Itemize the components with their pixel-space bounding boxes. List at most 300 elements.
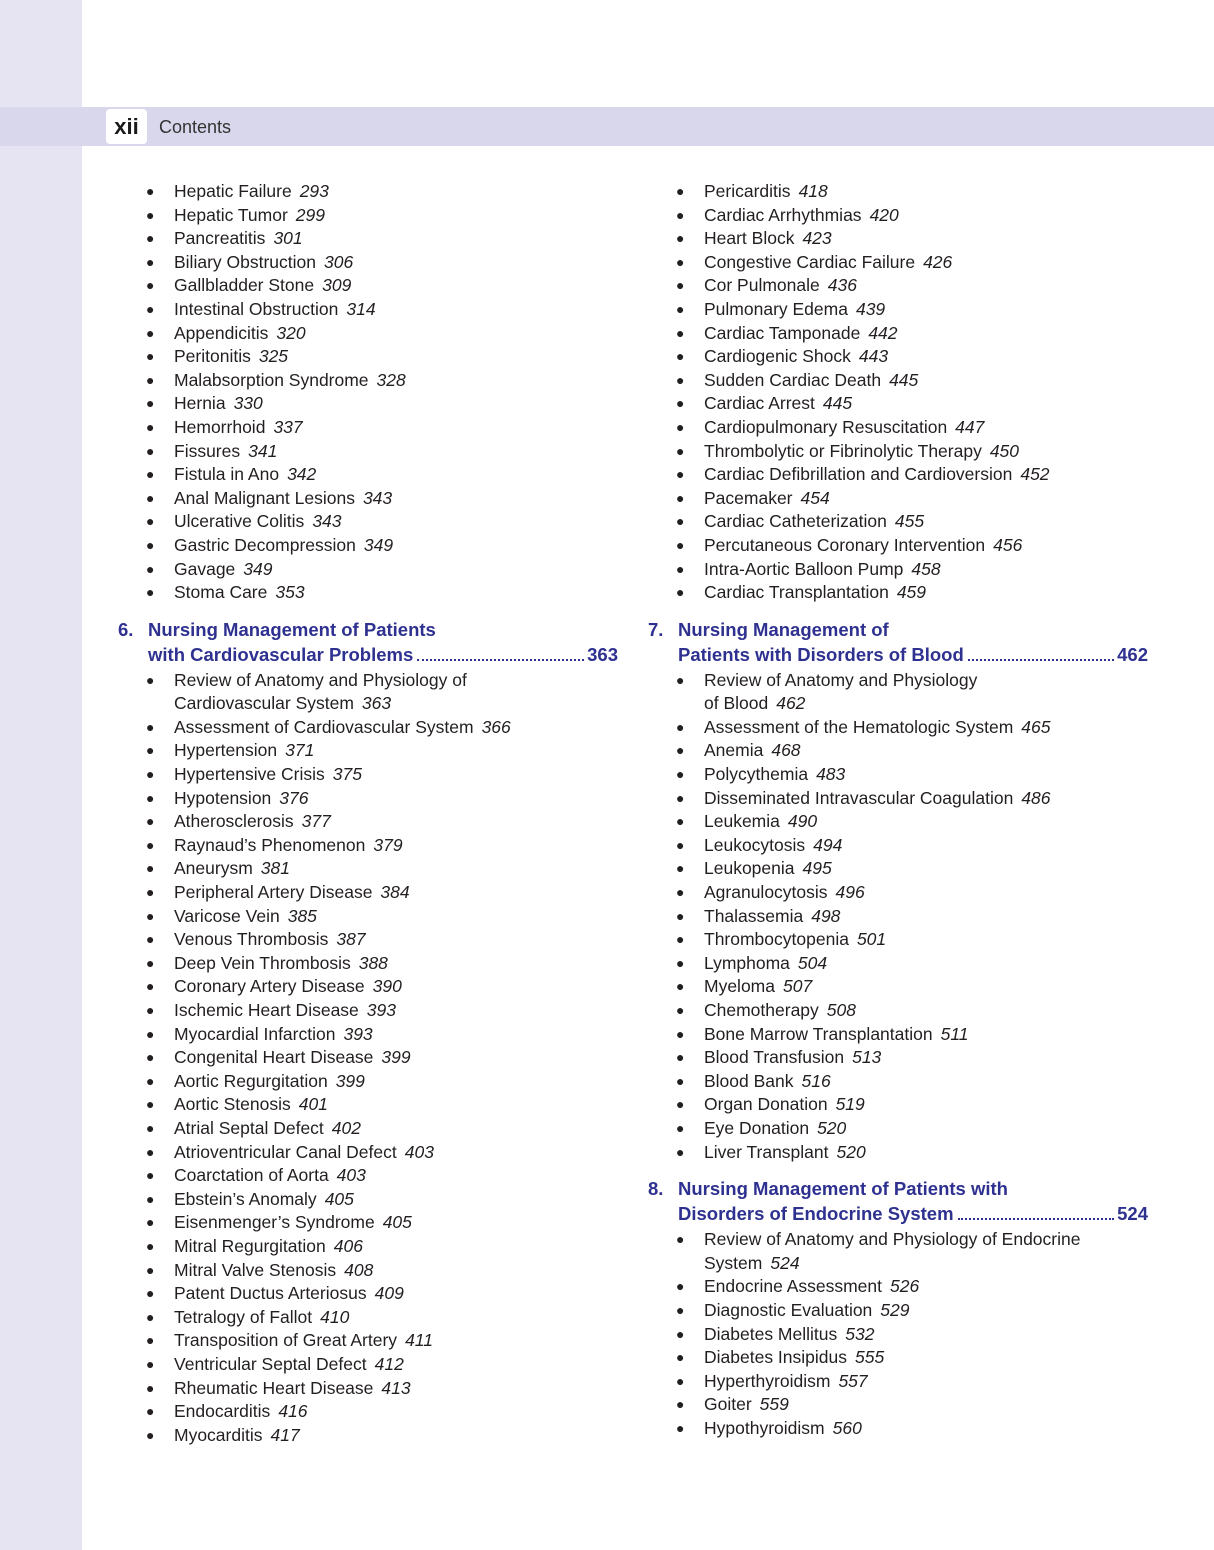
bullet-icon: ● [146,300,155,317]
toc-entry[interactable] [648,369,1148,393]
entry-page-number: 557 [838,1370,868,1391]
bullet-icon: ● [676,442,685,459]
bullet-icon: ● [146,253,155,270]
entry-page-number: 516 [801,1070,831,1091]
bullet-icon: ● [676,183,685,199]
bullet-icon: ● [676,718,685,735]
toc-entry[interactable] [648,1141,1148,1165]
chapter-page-number: 462 [1117,643,1148,665]
bullet-icon: ● [676,742,685,759]
entry-title: Eisenmenger’s Syndrome [174,1212,375,1233]
toc-entry[interactable] [118,416,618,440]
entry-page-number: 450 [989,440,1020,461]
toc-list [648,180,1148,605]
chapter-number: 8. [648,1178,664,1200]
toc-entry[interactable] [648,857,1148,881]
toc-entry[interactable] [118,1282,618,1306]
bullet-icon: ● [146,1096,155,1113]
bullet-icon: ● [676,1301,685,1318]
toc-entry[interactable] [118,1400,618,1424]
bullet-icon: ● [676,418,685,435]
entry-page-number: 465 [1021,716,1051,737]
bullet-icon: ● [676,1025,685,1042]
toc-entry[interactable] [648,487,1148,511]
toc-entry[interactable] [648,763,1148,787]
bullet-icon: ● [146,513,155,530]
chapter-title-line2-row [148,642,618,667]
entry-page-number: 371 [285,740,315,761]
entry-title: Endocarditis [174,1401,271,1422]
entry-page-number: 456 [993,534,1023,555]
bullet-icon: ● [146,1355,155,1372]
bullet-icon: ● [676,1096,685,1113]
dot-leader [968,659,1114,661]
entry-page-number: 330 [233,393,263,414]
bullet-icon: ● [676,1002,685,1018]
toc-entry[interactable] [118,763,618,787]
entry-page-number: 447 [955,416,985,437]
entry-title: Cardiac Tamponade [704,322,861,343]
toc-entry[interactable] [648,1323,1148,1347]
entry-page-number: 501 [856,929,887,950]
toc-entry[interactable] [118,881,618,905]
toc-entry[interactable] [118,1377,618,1401]
entry-title: Thrombocytopenia [704,929,849,950]
entry-title: Diabetes Mellitus [704,1323,838,1344]
chapter-title-line2: Disorders of Endocrine System [678,1203,954,1225]
entry-title: Pancreatitis [174,228,266,249]
bullet-icon: ● [676,931,685,948]
entry-title: Ventricular Septal Defect [174,1353,367,1374]
toc-entry[interactable] [648,416,1148,440]
toc-entry[interactable] [648,581,1148,605]
entry-title: Stoma Care [174,582,268,603]
toc-entry[interactable] [118,463,618,487]
toc-entry[interactable] [648,510,1148,534]
entry-page-number: 405 [382,1212,412,1233]
toc-entry[interactable] [118,392,618,416]
entry-page-number: 508 [826,1000,856,1020]
toc-entry[interactable] [648,1023,1148,1047]
toc-entry[interactable] [648,180,1148,204]
toc-entry[interactable] [648,1070,1148,1094]
entry-title: Anal Malignant Lesions [174,487,355,508]
toc-entry[interactable] [648,928,1148,952]
toc-entry[interactable] [118,227,618,251]
toc-entry[interactable] [118,1070,618,1094]
entry-title: Cardiac Defibrillation and Cardioversion [704,464,1013,485]
bullet-icon: ● [146,978,155,995]
toc-entry[interactable] [648,204,1148,228]
chapter-title-line2: Patients with Disorders of Blood [678,643,964,665]
entry-page-number: 403 [336,1165,366,1186]
toc-entry[interactable] [648,810,1148,834]
entry-title: Cor Pulmonale [704,275,820,296]
running-head: Contents [159,117,232,137]
bullet-icon: ● [676,836,685,853]
bullet-icon: ● [146,536,155,553]
entry-page-number: 416 [278,1401,308,1422]
toc-entry[interactable] [648,251,1148,275]
entry-title: Cardiogenic Shock [704,346,851,367]
toc-entry[interactable] [118,369,618,393]
entry-title: Chemotherapy [704,1000,819,1020]
bullet-icon: ● [146,1214,155,1231]
bullet-icon: ● [676,371,685,388]
entry-page-number: 418 [798,181,828,201]
toc-entry[interactable] [118,345,618,369]
toc-entry[interactable] [118,1306,618,1330]
entry-title: Hepatic Failure [174,181,292,201]
entry-title: Thrombolytic or Fibrinolytic Therapy [704,440,982,461]
bullet-icon: ● [676,348,685,365]
toc-entry[interactable] [648,298,1148,322]
toc-entry[interactable] [648,834,1148,858]
bullet-icon: ● [146,442,155,459]
chapter-title-line1: Nursing Management of [678,618,889,640]
page-margin-band [0,0,82,1550]
entry-page-number: 420 [869,204,899,225]
entry-page-number: 458 [911,558,941,579]
toc-entry[interactable] [118,1093,618,1117]
toc-entry[interactable] [118,1329,618,1353]
entry-page-number: 490 [787,811,818,832]
bullet-icon: ● [146,1190,155,1207]
entry-page-number: 483 [816,764,846,785]
bullet-icon: ● [146,371,155,388]
chapter-page-number: 363 [587,643,618,665]
bullet-icon: ● [676,789,685,806]
chapter-title-line2-row [678,1201,1148,1226]
entry-page-number: 410 [320,1306,350,1327]
toc-entry[interactable] [648,1346,1148,1370]
toc-entry[interactable] [648,1093,1148,1117]
toc-entry[interactable] [118,1023,618,1047]
entry-page-number: 381 [260,858,290,879]
entry-title: Hypertension [174,740,278,761]
entry-page-number: 486 [1021,787,1051,808]
toc-entry[interactable] [118,487,618,511]
bullet-icon: ● [676,1143,685,1160]
entry-title: Blood Transfusion [704,1047,845,1068]
toc-entry[interactable] [648,1275,1148,1299]
bullet-icon: ● [146,1285,155,1302]
toc-entry[interactable] [648,274,1148,298]
toc-entry[interactable] [648,1393,1148,1417]
toc-entry[interactable] [648,787,1148,811]
bullet-icon: ● [676,671,685,688]
entry-title: Congenital Heart Disease [174,1047,374,1068]
entry-title: Intestinal Obstruction [174,298,339,319]
entry-page-number: 379 [373,834,403,855]
toc-entry[interactable] [648,881,1148,905]
toc-entry[interactable] [118,810,618,834]
bullet-icon: ● [146,418,155,435]
entry-page-number: 384 [380,882,410,903]
bullet-icon: ● [676,954,685,971]
bullet-icon: ● [146,489,155,506]
toc-entry[interactable] [648,227,1148,251]
bullet-icon: ● [676,766,685,783]
toc-entry[interactable] [648,534,1148,558]
bullet-icon: ● [676,300,685,317]
bullet-icon: ● [146,931,155,948]
entry-page-number: 393 [343,1023,373,1044]
entry-title: Atherosclerosis [174,811,294,832]
toc-entry[interactable] [648,558,1148,582]
entry-title: Intra-Aortic Balloon Pump [704,558,904,579]
toc-entry[interactable] [118,322,618,346]
toc-entry[interactable] [648,1228,1148,1275]
toc-entry[interactable] [648,440,1148,464]
bullet-icon: ● [146,277,155,294]
bullet-icon: ● [146,860,155,877]
entry-page-number: 293 [299,181,329,201]
entry-page-number: 436 [827,275,857,296]
toc-entry[interactable] [118,669,618,716]
entry-page-number: 390 [372,976,402,997]
chapter-heading[interactable] [118,617,618,667]
entry-page-number: 409 [374,1283,404,1304]
entry-page-number: 454 [800,487,830,508]
entry-title: Fistula in Ano [174,464,280,485]
bullet-icon: ● [146,1332,155,1349]
entry-page-number: 393 [366,1000,396,1020]
toc-entry[interactable] [648,739,1148,763]
bullet-icon: ● [146,1379,155,1396]
entry-title: Diagnostic Evaluation [704,1299,873,1320]
toc-entry[interactable] [118,558,618,582]
toc-entry[interactable] [648,669,1148,716]
entry-title: Appendicitis [174,322,269,343]
toc-entry[interactable] [118,999,618,1023]
toc-list [648,1228,1148,1440]
entry-title: Hypertensive Crisis [174,764,325,785]
entry-page-number: 559 [759,1394,789,1415]
chapter-title [678,1176,1148,1226]
entry-title: Aortic Stenosis [174,1094,291,1115]
entry-title: Hypotension [174,787,272,808]
bullet-icon: ● [146,954,155,971]
toc-entry[interactable] [118,1211,618,1235]
toc-entry[interactable] [118,1046,618,1070]
entry-page-number: 560 [832,1417,862,1438]
entry-title: Gallbladder Stone [174,275,315,296]
toc-entry[interactable] [118,1188,618,1212]
toc-entry[interactable] [118,581,618,605]
entry-page-number: 459 [896,582,927,603]
toc-entry[interactable] [648,975,1148,999]
entry-page-number: 325 [258,346,289,367]
entry-title: Review of Anatomy and Physiology of Endocrine [704,1229,1081,1250]
toc-entry[interactable] [118,1164,618,1188]
entry-page-number: 349 [243,558,273,579]
entry-title: Congestive Cardiac Failure [704,251,916,272]
entry-title: Endocrine Assessment [704,1276,883,1297]
entry-page-number: 495 [802,858,832,879]
toc-entry[interactable] [648,1046,1148,1070]
bullet-icon: ● [676,860,685,877]
toc-entry[interactable] [118,298,618,322]
entry-title: Aneurysm [174,858,253,879]
bullet-icon: ● [676,1231,685,1248]
dot-leader [417,659,584,661]
bullet-icon: ● [146,789,155,806]
entry-page-number: 406 [333,1235,363,1256]
bullet-icon: ● [146,466,155,483]
entry-title: Bone Marrow Transplantation [704,1023,933,1044]
entry-page-number: 342 [287,464,317,485]
entry-page-number: 341 [248,440,278,461]
bullet-icon: ● [146,324,155,341]
chapter-title-line2: with Cardiovascular Problems [148,643,414,665]
bullet-icon: ● [676,1349,685,1366]
bullet-icon: ● [676,1372,685,1389]
toc-entry[interactable] [118,1235,618,1259]
toc-entry[interactable] [648,999,1148,1023]
entry-title-continued: of Blood [704,693,769,714]
entry-page-number: 376 [279,787,309,808]
bullet-icon: ● [676,907,685,924]
chapter-heading[interactable] [648,617,1148,667]
toc-entry[interactable] [648,1117,1148,1141]
toc-entry[interactable] [118,1353,618,1377]
toc-entry[interactable] [648,345,1148,369]
entry-page-number: 301 [273,228,303,249]
toc-entry[interactable] [118,975,618,999]
bullet-icon: ● [676,813,685,830]
entry-page-number: 375 [332,764,362,785]
chapter-heading[interactable] [648,1176,1148,1226]
entry-title: Malabsorption Syndrome [174,369,369,390]
toc-entry[interactable] [118,787,618,811]
toc-entry[interactable] [118,180,618,204]
toc-entry[interactable] [648,952,1148,976]
toc-entry[interactable] [118,274,618,298]
entry-title: Pericarditis [704,181,791,201]
entry-page-number: 504 [797,952,828,973]
entry-page-number: 388 [358,952,388,973]
chapter-title-line1: Nursing Management of Patients with [678,1178,1008,1200]
entry-page-number: 439 [855,298,886,319]
toc-entry[interactable] [118,1141,618,1165]
bullet-icon: ● [146,206,155,223]
entry-title: Eye Donation [704,1117,810,1138]
toc-entry[interactable] [118,1259,618,1283]
bullet-icon: ● [676,1072,685,1089]
toc-entry[interactable] [648,1299,1148,1323]
entry-title: Cardiopulmonary Resuscitation [704,416,948,437]
entry-title: Myocarditis [174,1424,263,1445]
toc-entry[interactable] [648,1417,1148,1441]
toc-entry[interactable] [118,251,618,275]
entry-title: Diabetes Insipidus [704,1347,847,1368]
entry-page-number: 401 [298,1094,328,1115]
entry-page-number: 426 [923,251,953,272]
entry-page-number: 520 [836,1141,866,1162]
entry-title: Thalassemia [704,905,804,926]
toc-entry[interactable] [648,716,1148,740]
bullet-icon: ● [146,1119,155,1136]
toc-entry[interactable] [118,534,618,558]
entry-title: Biliary Obstruction [174,251,316,272]
toc-entry[interactable] [648,322,1148,346]
toc-entry[interactable] [118,905,618,929]
entry-page-number: 442 [868,322,898,343]
entry-page-number: 455 [894,511,925,532]
entry-page-number: 513 [852,1047,882,1068]
toc-entry[interactable] [648,463,1148,487]
toc-entry[interactable] [118,857,618,881]
bullet-icon: ● [146,183,155,199]
entry-title: Leukocytosis [704,834,806,855]
bullet-icon: ● [146,766,155,783]
entry-title: Goiter [704,1394,752,1415]
toc-entry[interactable] [648,392,1148,416]
toc-entry[interactable] [118,952,618,976]
toc-list [118,180,618,605]
bullet-icon: ● [146,1072,155,1089]
entry-title: Pulmonary Edema [704,298,848,319]
entry-page-number: 309 [322,275,352,296]
entry-title: Venous Thrombosis [174,929,329,950]
entry-title: Mitral Regurgitation [174,1235,326,1256]
toc-entry[interactable] [118,716,618,740]
entry-page-number: 511 [940,1023,969,1044]
entry-title: Heart Block [704,228,795,249]
toc-entry[interactable] [118,739,618,763]
entry-title: Peripheral Artery Disease [174,882,373,903]
bullet-icon: ● [146,1403,155,1420]
entry-title: Percutaneous Coronary Intervention [704,534,986,555]
toc-entry[interactable] [648,1370,1148,1394]
entry-title: Leukemia [704,811,780,832]
toc-entry[interactable] [118,1117,618,1141]
entry-title: Disseminated Intravascular Coagulation [704,787,1014,808]
entry-title: Anemia [704,740,764,761]
entry-title: Myocardial Infarction [174,1023,336,1044]
chapter-page-number: 524 [1117,1203,1148,1225]
chapter-title [678,617,1148,667]
entry-title: Mitral Valve Stenosis [174,1259,337,1280]
bullet-icon: ● [676,466,685,483]
entry-page-number: 468 [771,740,801,761]
entry-page-number: 524 [770,1252,800,1273]
toc-entry[interactable] [118,204,618,228]
entry-title: Polycythemia [704,764,809,785]
chapter-title [148,617,618,667]
bullet-icon: ● [146,671,155,688]
entry-page-number: 529 [880,1299,910,1320]
dot-leader [958,1218,1115,1220]
entry-title: Gastric Decompression [174,534,356,555]
toc-entry[interactable] [118,834,618,858]
toc-entry[interactable] [118,510,618,534]
entry-title: Cardiac Catheterization [704,511,887,532]
toc-entry[interactable] [648,905,1148,929]
toc-entry[interactable] [118,928,618,952]
toc-entry[interactable] [118,440,618,464]
entry-title: Deep Vein Thrombosis [174,952,351,973]
entry-page-number: 443 [858,346,889,367]
bullet-icon: ● [676,324,685,341]
entry-page-number: 314 [346,298,376,319]
bullet-icon: ● [146,813,155,830]
toc-entry[interactable] [118,1424,618,1448]
bullet-icon: ● [146,395,155,412]
entry-title: Review of Anatomy and Physiology of [174,669,467,690]
entry-page-number: 423 [802,228,832,249]
